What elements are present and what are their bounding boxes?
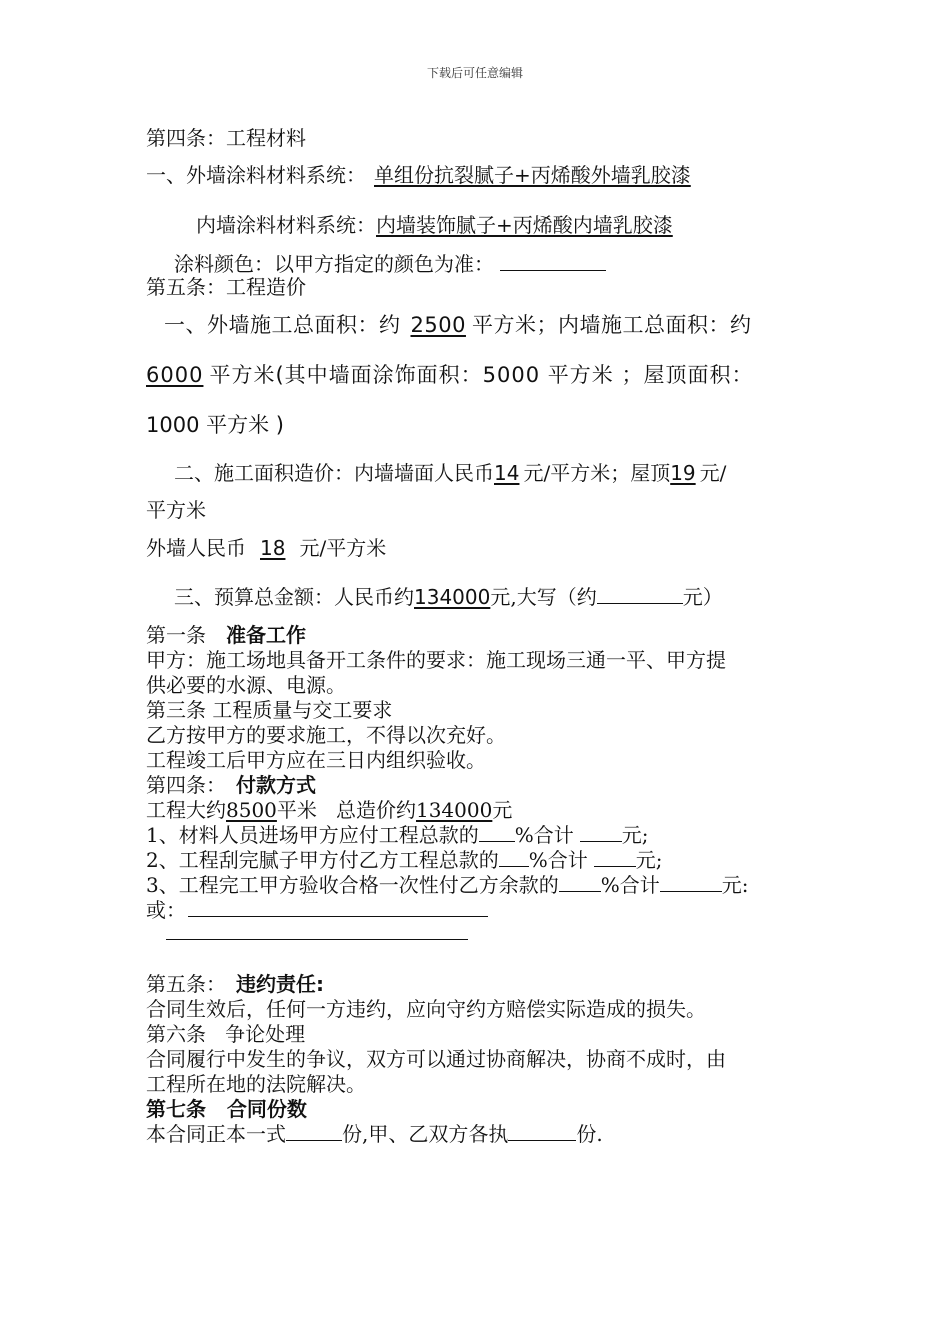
exterior-price-prefix: 外墙人民币	[146, 536, 246, 560]
interior-material-value: 内墙装饰腻子+丙烯酸内墙乳胶漆	[376, 213, 673, 237]
payment-item-2-suffix: 元;	[635, 848, 663, 872]
breach-title-text: 违约责任:	[236, 972, 324, 996]
payment-item-2-percent-blank	[499, 848, 529, 867]
unit-price-line-2: 平方米	[146, 498, 206, 522]
budget-suffix: 元）	[682, 585, 723, 609]
dispute-line-1: 合同履行中发生的争议，双方可以通过协商解决，协商不成时，由	[146, 1047, 726, 1071]
area-line-3: 1000 平方米 )	[146, 413, 284, 437]
materials-title: 第四条：工程材料	[146, 126, 306, 150]
payment-title	[146, 773, 316, 797]
payment-summary	[146, 798, 512, 822]
copies-each-blank	[508, 1122, 576, 1141]
unit-price-suffix: 元/	[699, 461, 727, 485]
prep-title	[146, 623, 306, 647]
budget-words-blank	[597, 585, 683, 604]
payment-total-value: 134000	[415, 798, 493, 822]
copies-line-suffix: 份.	[576, 1122, 603, 1146]
payment-title-text: 付款方式	[236, 773, 316, 797]
budget-prefix: 三、预算总金额：人民币约	[174, 585, 414, 609]
payment-item-2	[146, 848, 663, 872]
exterior-area-value: 2500	[410, 313, 466, 337]
prep-title-number: 第一条	[146, 623, 206, 647]
payment-or-blank	[188, 898, 488, 917]
interior-material-label: 内墙涂料材料系统：	[196, 213, 376, 237]
exterior-material-label: 一、外墙涂料材料系统：	[146, 163, 366, 187]
payment-item-3-suffix: 元:	[721, 873, 749, 897]
payment-summary-prefix: 工程大约	[146, 798, 226, 822]
quality-line-1: 乙方按甲方的要求施工，不得以次充好。	[146, 723, 506, 747]
paint-color-label: 涂料颜色：以甲方指定的颜色为准：	[174, 252, 494, 276]
unit-price-line	[174, 461, 726, 485]
breach-line-1: 合同生效后，任何一方违约，应向守约方赔偿实际造成的损失。	[146, 997, 706, 1021]
unit-price-mid: 元/平方米；屋顶	[523, 461, 671, 485]
budget-line	[174, 585, 723, 609]
payment-item-3-prefix: 3、工程完工甲方验收合格一次性付乙方余款的	[146, 873, 559, 897]
payment-item-1-percent-blank	[479, 823, 515, 842]
area-line-2-text: 平方米(其中墙面涂饰面积：5000 平方米 ；屋顶面积：	[209, 363, 754, 387]
page-header: 下载后可任意编辑	[426, 66, 523, 80]
payment-item-1-prefix: 1、材料人员进场甲方应付工程总款的	[146, 823, 479, 847]
payment-item-2-amount-blank	[594, 848, 636, 867]
payment-item-1-amount-blank	[580, 823, 622, 842]
payment-summary-suffix: 元	[492, 798, 513, 822]
area-line-2	[146, 363, 753, 387]
payment-or-line	[146, 898, 488, 922]
payment-area-value: 8500	[226, 798, 277, 822]
payment-item-1-mid: %合计	[514, 823, 574, 847]
quality-line-2: 工程竣工后甲方应在三日内组织验收。	[146, 748, 486, 772]
unit-price-prefix: 二、施工面积造价：内墙墙面人民币	[174, 461, 494, 485]
breach-title	[146, 972, 324, 996]
interior-price-value: 14	[494, 461, 520, 485]
exterior-price-value: 18	[260, 536, 286, 560]
payment-item-2-mid: %合计	[528, 848, 588, 872]
cost-title: 第五条：工程造价	[146, 275, 306, 299]
dispute-title: 第六条 争论处理	[146, 1022, 306, 1046]
breach-title-number: 第五条：	[146, 972, 226, 996]
prep-title-text: 准备工作	[226, 623, 306, 647]
exterior-price-line	[146, 536, 386, 560]
roof-price-value: 19	[670, 461, 696, 485]
exterior-material-line	[146, 163, 713, 187]
payment-summary-mid: 平米 总造价约	[276, 798, 416, 822]
copies-total-blank	[286, 1122, 342, 1141]
quality-title: 第三条 工程质量与交工要求	[146, 698, 393, 722]
exterior-price-suffix: 元/平方米	[299, 536, 387, 560]
interior-area-value: 6000	[146, 363, 204, 387]
payment-item-3	[146, 873, 749, 897]
payment-title-number: 第四条：	[146, 773, 226, 797]
copies-line	[146, 1122, 603, 1146]
area-line-1-suffix: 平方米；内墙施工总面积：约	[471, 313, 752, 337]
area-line-1-prefix: 一、外墙施工总面积：约	[164, 313, 401, 337]
payment-item-3-mid: %合计	[600, 873, 660, 897]
prep-line-1: 甲方：施工场地具备开工条件的要求：施工现场三通一平、甲方提	[146, 648, 726, 672]
payment-item-1-suffix: 元;	[621, 823, 649, 847]
dispute-line-2: 工程所在地的法院解决。	[146, 1072, 366, 1096]
paint-color-line	[174, 252, 606, 276]
prep-line-2: 供必要的水源、电源。	[146, 673, 346, 697]
paint-color-blank	[500, 252, 606, 271]
payment-item-3-amount-blank	[660, 873, 722, 892]
budget-value: 134000	[414, 585, 491, 609]
area-line-1	[164, 313, 751, 337]
copies-line-mid: 份,甲、乙双方各执	[342, 1122, 509, 1146]
budget-mid: 元,大写（约	[490, 585, 597, 609]
payment-extra-blank	[166, 939, 468, 940]
payment-or-label: 或：	[146, 898, 186, 922]
exterior-material-value: 单组份抗裂腻子+丙烯酸外墙乳胶漆	[374, 163, 691, 187]
interior-material-line	[196, 213, 713, 237]
payment-item-1	[146, 823, 649, 847]
copies-line-prefix: 本合同正本一式	[146, 1122, 286, 1146]
payment-item-2-prefix: 2、工程刮完腻子甲方付乙方工程总款的	[146, 848, 499, 872]
payment-item-3-percent-blank	[559, 873, 601, 892]
copies-title: 第七条 合同份数	[146, 1097, 307, 1121]
